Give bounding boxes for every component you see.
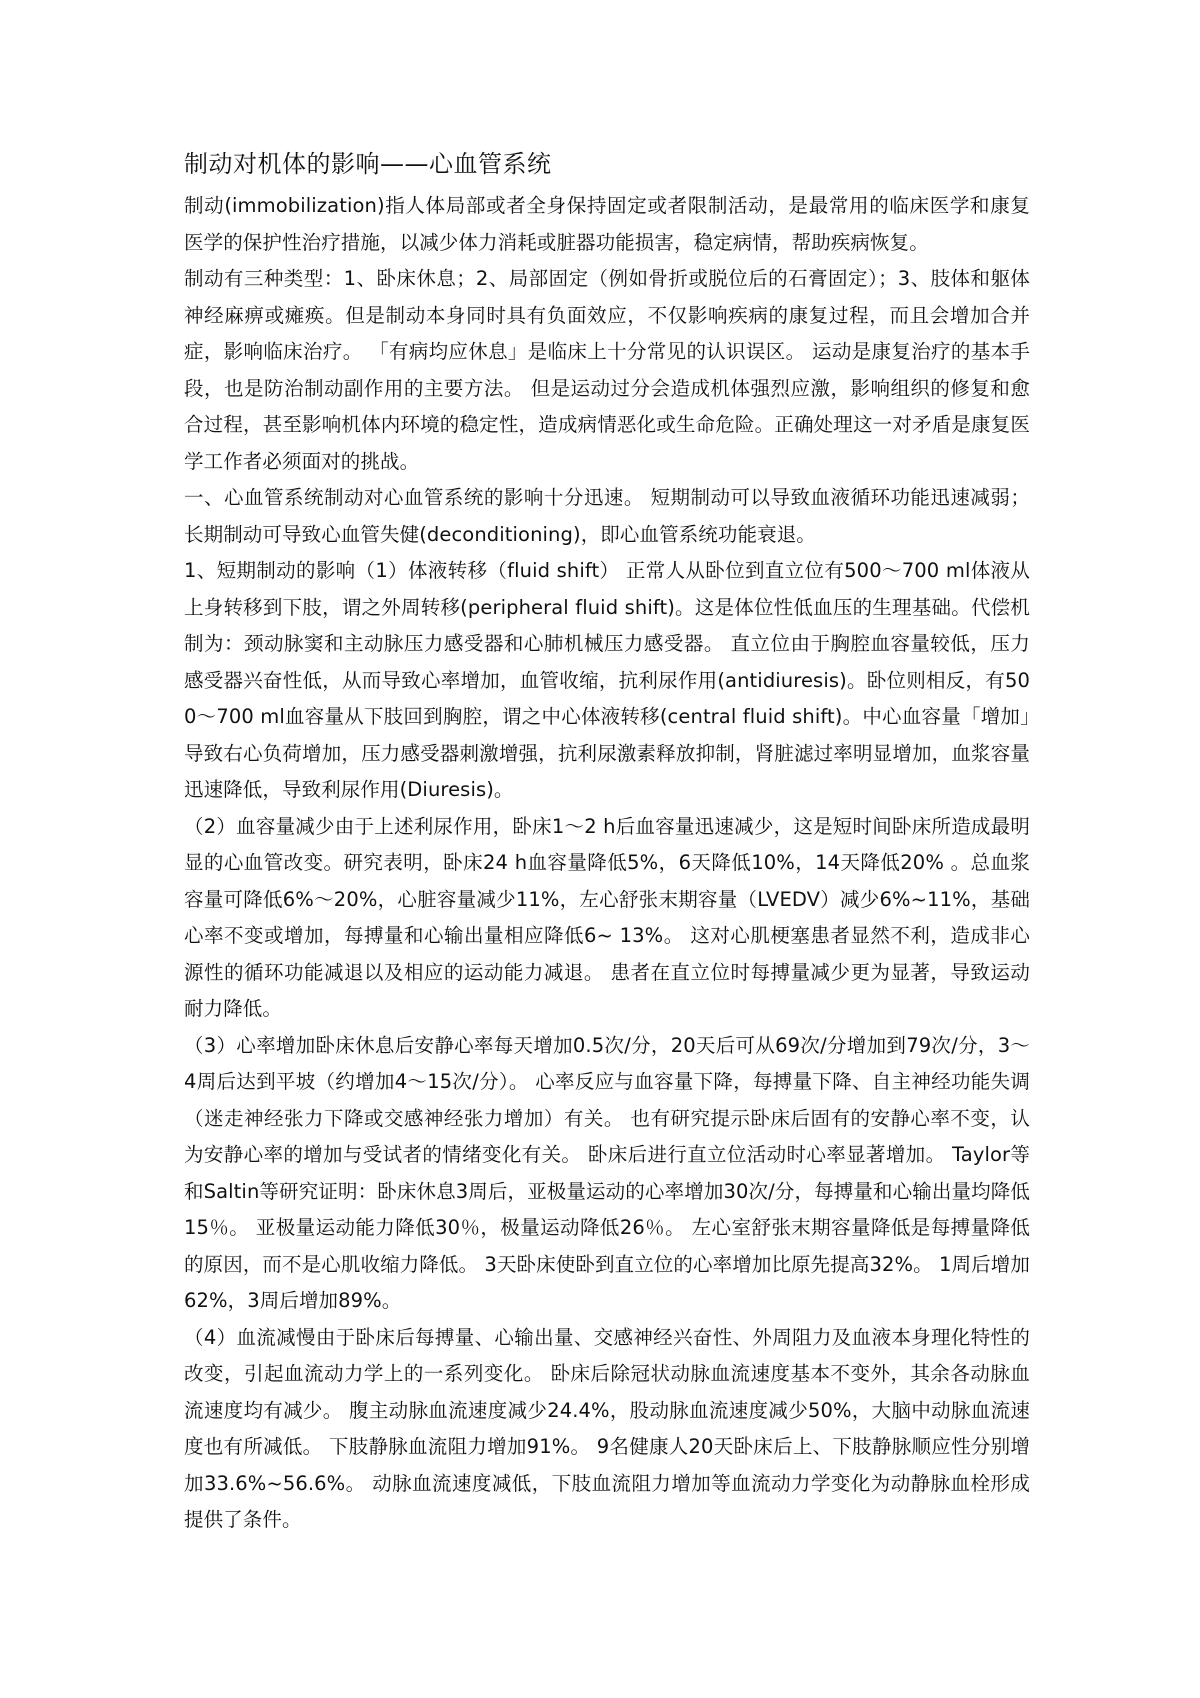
paragraph-blood-flow: （4）血流减慢由于卧床后每搏量、心输出量、交感神经兴奋性、外周阻力及血液本身理化特性的改变，引起血流动力学上的一系列变化。 卧床后除冠状动脉血流速度基本不变外，其余各动脉血流速度均有减少。 腹主动脉血流速度减少24.4%，股动脉血流速度减少50%，大脑中动脉血流速度也有所减低。 下肢静脉血流阻力增加91%。 9名健康人20天卧床后上、下肢静脉顺应性分别增加33.6%~56.6%。 动脉血流速度减低，下肢血流阻力增加等血流动力学变化为动静脉血栓形成提供了条件。 bbox=[184, 1325, 1030, 1531]
paragraph-immobilization-types: 制动有三种类型：1、卧床休息；2、局部固定（例如骨折或脱位后的石膏固定）；3、肢体和躯体神经麻痹或瘫痪。但是制动本身同时具有负面效应，不仅影响疾病的康复过程，而且会增加合并症，影响临床治疗。 「有病均应休息」是临床上十分常见的认识误区。 运动是康复治疗的基本手段，也是防治制动副作用的主要方法。 但是运动过分会造成机体强烈应激，影响组织的修复和愈合过程，甚至影响机体内环境的稳定性，造成病情恶化或生命危险。正确处理这一对矛盾是康复医学工作者必须面对的挑战。 bbox=[184, 267, 1030, 473]
paragraph-cardiovascular-overview: 一、心血管系统制动对心血管系统的影响十分迅速。 短期制动可以导致血液循环功能迅速减弱；长期制动可导致心血管失健(deconditioning)，即心血管系统功能衰退。 bbox=[184, 486, 1030, 546]
document-title: 制动对机体的影响——心血管系统 bbox=[184, 150, 552, 178]
paragraph-fluid-shift: 1、短期制动的影响（1）体液转移（fluid shift） 正常人从卧位到直立位有500～700 ml体液从上身转移到下肢，谓之外周转移(peripheral fluid shift)。这是体位性低血压的生理基础。代偿机制为：颈动脉窦和主动脉压力感受器和心肺机械压力感受器。 直立位由于胸腔血容量较低，压力感受器兴奋性低，从而导致心率增加，血管收缩，抗利尿作用(antidiuresis)。卧位则相反，有500～700 ml血容量从下肢回到胸腔，谓之中心体液转移(central fluid shift)。中心血容量「增加」导致右心负荷增加，压力感受器刺激增强，抗利尿激素释放抑制，肾脏滤过率明显增加，血浆容量迅速降低，导致利尿作用(Diuresis)。 bbox=[184, 559, 1030, 801]
paragraph-immobilization-definition: 制动(immobilization)指人体局部或者全身保持固定或者限制活动，是最常用的临床医学和康复医学的保护性治疗措施，以减少体力消耗或脏器功能损害，稳定病情，帮助疾病恢复。 bbox=[184, 194, 1030, 254]
paragraph-heart-rate: （3）心率增加卧床休息后安静心率每天增加0.5次/分，20天后可从69次/分增加到79次/分，3～4周后达到平坡（约增加4～15次/分）。 心率反应与血容量下降，每搏量下降、自主神经功能失调（迷走神经张力下降或交感神经张力增加）有关。 也有研究提示卧床后固有的安静心率不变，认为安静心率的增加与受试者的情绪变化有关。 卧床后进行直立位活动时心率显著增加。 Taylor等和Saltin等研究证明：卧床休息3周后，亚极量运动的心率增加30次/分，每搏量和心输出量均降低15％。 亚极量运动能力降低30％，极量运动降低26％。 左心室舒张末期容量降低是每搏量降低的原因，而不是心肌收缩力降低。 3天卧床使卧到直立位的心率增加比原先提高32%。 1周后增加62%，3周后增加89%。 bbox=[184, 1033, 1030, 1312]
document-page bbox=[184, 142, 1030, 1539]
paragraph-blood-volume: （2）血容量减少由于上述利尿作用，卧床1～2 h后血容量迅速减少，这是短时间卧床所造成最明显的心血管改变。研究表明，卧床24 h血容量降低5%，6天降低10%，14天降低20% 。总血浆容量可降低6%～20%，心脏容量减少11%，左心舒张末期容量（LVEDV）减少6%~11%，基础心率不变或增加，每搏量和心输出量相应降低6~ 13%。 这对心肌梗塞患者显然不利，造成非心源性的循环功能减退以及相应的运动能力减退。 患者在直立位时每搏量减少更为显著，导致运动耐力降低。 bbox=[184, 814, 1030, 1020]
